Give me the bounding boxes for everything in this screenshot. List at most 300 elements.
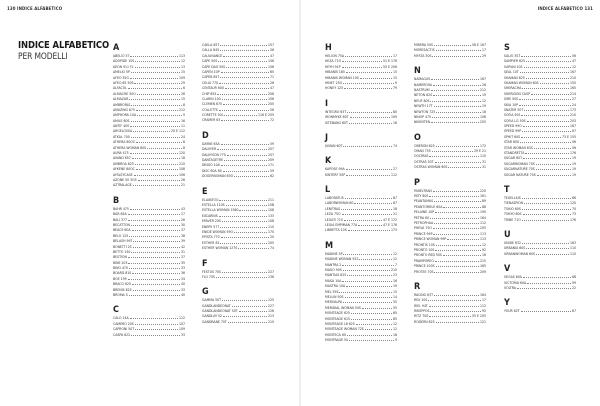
entry-model-name: PRINCE WOMAN 99P bbox=[414, 237, 447, 242]
entry-model-name: EPISTA 770 bbox=[202, 235, 220, 240]
entry-page-number: 170 bbox=[267, 229, 274, 234]
section-letter: B bbox=[113, 195, 120, 206]
section-letter: K bbox=[325, 156, 332, 167]
index-entry bbox=[504, 309, 576, 314]
entry-model-name: GAMMA 50T bbox=[202, 298, 222, 303]
dot-leader bbox=[521, 115, 569, 116]
entry-model-name: MORESACTIS bbox=[414, 48, 435, 53]
dot-leader bbox=[434, 106, 481, 107]
entry-page-number: 16 bbox=[392, 278, 397, 283]
entry-page-number: 20 bbox=[269, 235, 274, 240]
entry-model-name: OOLTRAS bbox=[414, 154, 429, 159]
index-section bbox=[414, 43, 486, 59]
entry-page-number: 19 bbox=[571, 161, 576, 166]
entry-page-number: 37 bbox=[180, 255, 185, 260]
entry-page-number: 21 bbox=[392, 212, 397, 217]
entry-page-number: 47 E 172 bbox=[382, 217, 397, 222]
entry-page-number: 15 bbox=[180, 70, 185, 75]
section-letter: A bbox=[113, 43, 120, 53]
entry-model-name: GANDLANDEONAT bbox=[202, 303, 231, 308]
dot-leader bbox=[347, 112, 392, 113]
entry-page-number: 13 bbox=[180, 64, 185, 69]
entry-model-name: PRONTO 10S bbox=[414, 247, 435, 252]
dot-leader bbox=[223, 171, 269, 172]
entry-page-number: 12 bbox=[392, 251, 397, 256]
entry-page-number: 47 bbox=[269, 53, 274, 58]
dot-leader bbox=[225, 88, 269, 89]
dot-leader bbox=[431, 122, 479, 123]
entry-page-number: 56 bbox=[269, 48, 274, 53]
right-page-header: INDICE ALFABETICO 131 bbox=[537, 7, 593, 12]
index-section bbox=[325, 99, 397, 126]
index-entry bbox=[504, 173, 576, 178]
entry-page-number: 136 bbox=[267, 274, 274, 279]
dot-leader bbox=[345, 56, 392, 57]
dot-leader bbox=[524, 203, 569, 204]
entry-model-name: SEAL 10T bbox=[504, 70, 519, 75]
entry-page-number: 161 bbox=[479, 194, 486, 199]
dot-leader bbox=[220, 45, 267, 46]
entry-page-number: 120 bbox=[178, 151, 185, 156]
entry-page-number: 17 bbox=[481, 298, 486, 303]
entry-model-name: VEGAS 60A bbox=[504, 275, 522, 280]
entry-model-name: MADINE WOMAN 922 bbox=[325, 257, 359, 262]
dot-leader bbox=[436, 322, 479, 323]
dot-leader bbox=[347, 335, 392, 336]
entry-model-name: MAGO 90S bbox=[325, 267, 342, 272]
entry-model-name: PEANTAMAS bbox=[414, 199, 434, 204]
entry-page-number: 210 bbox=[390, 267, 397, 272]
index-entry bbox=[325, 144, 397, 149]
dot-leader bbox=[540, 83, 569, 84]
entry-page-number: 31 bbox=[481, 165, 486, 170]
entry-page-number: 42 bbox=[180, 244, 185, 249]
section-letter: D bbox=[202, 130, 209, 141]
entry-model-name: SUGARWOMAN 70S bbox=[504, 161, 535, 166]
entry-page-number: 55 E 206 bbox=[382, 64, 397, 69]
dot-leader bbox=[360, 78, 392, 79]
entry-model-name: MEROALPA bbox=[325, 300, 343, 305]
entry-page-number: 173 bbox=[569, 107, 576, 112]
entry-page-number: 67 bbox=[571, 129, 576, 134]
entry-model-name: BROMA S bbox=[113, 293, 128, 298]
entry-page-number: 99 bbox=[571, 280, 576, 285]
dot-leader bbox=[523, 126, 569, 127]
dot-leader bbox=[226, 67, 267, 68]
dot-leader bbox=[223, 316, 267, 317]
entry-model-name: CASPA 622 bbox=[113, 332, 131, 337]
entry-page-number: 47 E 176 bbox=[382, 223, 397, 228]
index-entry bbox=[202, 275, 274, 280]
entry-page-number: 106 bbox=[267, 59, 274, 64]
dot-leader bbox=[132, 273, 180, 274]
entry-model-name: LENITRAS bbox=[325, 206, 341, 211]
entry-page-number: 18 bbox=[481, 109, 486, 114]
dot-leader bbox=[435, 162, 481, 163]
entry-page-number: 163 bbox=[569, 240, 576, 245]
entry-model-name: ESTELLA WOMAN 1S60 bbox=[202, 208, 239, 213]
entry-model-name: HONEY 125 bbox=[325, 86, 344, 91]
entry-model-name: VOLTRA bbox=[504, 285, 516, 290]
dot-leader bbox=[132, 230, 180, 231]
dot-leader bbox=[526, 61, 571, 62]
entry-page-number: 167 bbox=[479, 77, 486, 82]
dot-leader bbox=[346, 169, 392, 170]
dot-leader bbox=[135, 329, 178, 330]
section-letter: I bbox=[325, 98, 329, 109]
entry-model-name: DINGO 10A bbox=[202, 163, 220, 168]
index-section bbox=[325, 185, 397, 234]
entry-model-name: SPEED 99O bbox=[504, 124, 522, 129]
entry-model-name: BAHR 475 bbox=[113, 206, 129, 211]
dot-leader bbox=[134, 175, 178, 176]
entry-model-name: SPEED 99P bbox=[504, 129, 522, 134]
entry-page-number: 176 bbox=[569, 217, 576, 222]
index-entry bbox=[113, 333, 185, 338]
index-section bbox=[414, 133, 486, 171]
entry-model-name: OBERON 625 bbox=[414, 143, 435, 148]
dot-leader bbox=[434, 295, 479, 296]
dot-leader bbox=[222, 300, 267, 301]
entry-model-name: SUGARNATURE 70S bbox=[504, 167, 535, 172]
dot-leader bbox=[522, 220, 569, 221]
entry-model-name: SKIA 10P bbox=[504, 102, 519, 107]
dot-leader bbox=[522, 88, 569, 89]
entry-model-name: CAPE 50S bbox=[202, 59, 218, 64]
index-title: INDICE ALFABETICO bbox=[18, 40, 110, 51]
dot-leader bbox=[133, 131, 170, 132]
entry-model-name: AURA 475 bbox=[113, 151, 129, 156]
dot-leader bbox=[435, 250, 481, 251]
entry-page-number: 87 bbox=[392, 196, 397, 201]
entry-page-number: 12 bbox=[481, 98, 486, 103]
dot-leader bbox=[521, 56, 571, 57]
dot-leader bbox=[218, 61, 267, 62]
entry-page-number: 15 bbox=[392, 75, 397, 80]
entry-model-name: GANDLAY 52 bbox=[202, 314, 223, 319]
entry-page-number: 29 E 21 bbox=[473, 149, 486, 154]
dot-leader bbox=[448, 167, 481, 168]
entry-page-number: 108 bbox=[267, 219, 274, 224]
entry-page-number: 212 bbox=[479, 87, 486, 92]
entry-model-name: SALIO 3ST bbox=[504, 54, 521, 58]
entry-model-name: SHAMAN WOMAN 60S bbox=[504, 80, 539, 85]
dot-leader bbox=[524, 110, 569, 111]
dot-leader bbox=[130, 126, 180, 127]
dot-leader bbox=[128, 88, 182, 89]
entry-model-name: MONTEAGE L6 625 bbox=[325, 321, 355, 326]
dot-leader bbox=[228, 322, 267, 323]
dot-leader bbox=[131, 72, 180, 73]
dot-leader bbox=[224, 115, 257, 116]
entry-model-name: NAMAGUS bbox=[414, 77, 431, 82]
dot-leader bbox=[433, 191, 479, 192]
dot-leader bbox=[238, 248, 269, 249]
entry-model-name: AEON 911 FL bbox=[113, 64, 134, 69]
entry-model-name: SOFIA LG 50S bbox=[504, 118, 526, 123]
entry-page-number: 59 bbox=[269, 141, 274, 146]
entry-model-name: ALMAZAR bbox=[113, 97, 129, 102]
dot-leader bbox=[135, 67, 180, 68]
entry-page-number: 209 bbox=[267, 158, 274, 163]
entry-page-number: 107 bbox=[178, 321, 185, 326]
dot-leader bbox=[128, 257, 180, 258]
entry-page-number: 125 bbox=[267, 298, 274, 303]
entry-model-name: ATHERA 60OC bbox=[113, 140, 136, 145]
entry-model-name: TRIBE 71O bbox=[504, 217, 521, 222]
dot-leader bbox=[220, 227, 267, 228]
entry-page-number: 6 bbox=[182, 86, 185, 91]
dot-leader bbox=[221, 72, 269, 73]
dot-leader bbox=[434, 201, 481, 202]
entry-page-number: 12 bbox=[571, 64, 576, 69]
entry-model-name: MANTRA 2 bbox=[325, 262, 342, 267]
entry-page-number: 14 bbox=[392, 294, 397, 299]
entry-model-name: AMILE 60S bbox=[113, 118, 130, 123]
entry-page-number: 73 bbox=[571, 212, 576, 217]
entry-page-number: 108 bbox=[178, 167, 185, 172]
dot-leader bbox=[135, 61, 180, 62]
dot-leader bbox=[527, 121, 569, 122]
entry-model-name: MASTRA 10A bbox=[325, 284, 346, 289]
section-letter: H bbox=[325, 43, 332, 53]
entry-page-number: 80 bbox=[392, 109, 397, 114]
entry-model-name: MADINE 5P bbox=[325, 251, 343, 256]
entry-page-number: 51 E 176 bbox=[382, 59, 397, 64]
entry-page-number: 56 bbox=[571, 145, 576, 150]
index-entry bbox=[414, 270, 486, 275]
dot-leader bbox=[227, 155, 267, 156]
entry-model-name: AZTRALAGE bbox=[113, 183, 132, 188]
entry-page-number: 40 bbox=[180, 282, 185, 287]
index-section bbox=[202, 131, 274, 180]
entry-page-number: 133 bbox=[267, 213, 274, 218]
entry-page-number: 215 bbox=[479, 258, 486, 263]
entry-page-number: 66 bbox=[571, 195, 576, 200]
entry-page-number: 210 bbox=[569, 113, 576, 118]
dot-leader bbox=[519, 105, 571, 106]
entry-page-number: 21 bbox=[180, 183, 185, 188]
section-letter: P bbox=[414, 177, 420, 188]
entry-page-number: 27 bbox=[392, 167, 397, 172]
entry-page-number: 38 bbox=[180, 233, 185, 238]
entry-model-name: SHERACHA bbox=[504, 86, 522, 91]
dot-leader bbox=[523, 277, 571, 278]
dot-leader bbox=[221, 120, 269, 121]
entry-model-name: PEANTOMELE 60A bbox=[414, 204, 443, 209]
dot-leader bbox=[130, 209, 180, 210]
dot-leader bbox=[429, 196, 479, 197]
dot-leader bbox=[130, 78, 178, 79]
dot-leader bbox=[223, 104, 267, 105]
dot-leader bbox=[351, 313, 392, 314]
index-entry bbox=[414, 120, 486, 125]
entry-model-name: CLARIN 100 bbox=[202, 96, 221, 101]
dot-leader bbox=[349, 123, 392, 124]
entry-page-number: 16 bbox=[392, 120, 397, 125]
entry-page-number: 210 bbox=[178, 161, 185, 166]
dot-leader bbox=[131, 335, 180, 336]
dot-leader bbox=[219, 110, 269, 111]
entry-model-name: PRONTO RED 50S bbox=[414, 253, 442, 258]
entry-model-name: GANDLANDEONAT 50T bbox=[202, 309, 238, 314]
dot-leader bbox=[133, 290, 180, 291]
entry-model-name: ALMACHE 50O bbox=[113, 91, 136, 96]
dot-leader bbox=[342, 67, 382, 68]
entry-model-name: BINO 470 bbox=[113, 266, 128, 271]
entry-page-number: 165 bbox=[569, 86, 576, 91]
entry-page-number: 203 bbox=[569, 118, 576, 123]
entry-page-number: 39 bbox=[180, 239, 185, 244]
index-section bbox=[113, 196, 185, 299]
entry-page-number: 15 bbox=[180, 97, 185, 102]
entry-page-number: 18 bbox=[392, 332, 397, 337]
index-entry bbox=[325, 338, 397, 343]
section-letter: F bbox=[202, 258, 208, 269]
entry-model-name: PROTEE 70S bbox=[414, 269, 434, 274]
entry-page-number: 8 bbox=[182, 102, 185, 107]
entry-page-number: 227 bbox=[267, 303, 274, 308]
dot-leader bbox=[344, 88, 392, 89]
entry-page-number: 205 bbox=[267, 102, 274, 107]
entry-page-number: 56 bbox=[571, 140, 576, 145]
entry-model-name: MASA 10A bbox=[325, 278, 342, 283]
entry-page-number: 106 bbox=[479, 114, 486, 119]
entry-model-name: ESTHER WOMAN 1270 bbox=[202, 246, 238, 251]
entry-page-number: 120 bbox=[569, 201, 576, 206]
entry-page-number: 27 bbox=[571, 97, 576, 102]
dot-leader bbox=[128, 279, 180, 280]
entry-model-name: LABORATUS bbox=[325, 196, 344, 201]
dot-leader bbox=[222, 221, 267, 222]
dot-leader bbox=[147, 148, 182, 149]
entry-page-number: 113 bbox=[178, 54, 185, 58]
entry-model-name: STAR 60S bbox=[504, 140, 519, 145]
dot-leader bbox=[129, 295, 180, 296]
entry-model-name: MANTIAS 625 bbox=[325, 273, 347, 278]
entry-page-number: 15 bbox=[392, 289, 397, 294]
entry-model-name: RACING 63T bbox=[414, 292, 433, 297]
section-letter: S bbox=[504, 43, 510, 53]
entry-page-number: 19 bbox=[571, 156, 576, 161]
entry-model-name: MONTECA 60 bbox=[325, 332, 346, 337]
entry-page-number: 116 E 205 bbox=[257, 113, 274, 118]
dot-leader bbox=[239, 311, 267, 312]
entry-page-number: 11 bbox=[180, 124, 185, 129]
entry-page-number: 12 bbox=[392, 321, 397, 326]
dot-leader bbox=[137, 115, 182, 116]
dot-leader bbox=[436, 146, 479, 147]
entry-model-name: ATKAL 700 bbox=[113, 134, 130, 139]
entry-model-name: HIBANIS 185 bbox=[325, 70, 345, 75]
entry-model-name: BOARD 810 bbox=[113, 271, 132, 276]
entry-page-number: 85 bbox=[392, 316, 397, 321]
entry-page-number: 68 bbox=[571, 275, 576, 280]
dot-leader bbox=[134, 83, 180, 84]
entry-page-number: 55 E 205 bbox=[471, 314, 486, 319]
entry-page-number: 15 bbox=[392, 70, 397, 75]
index-entry bbox=[504, 286, 576, 291]
entry-model-name: DANTAGETRE bbox=[202, 158, 224, 163]
entry-page-number: 12 bbox=[392, 257, 397, 262]
index-column bbox=[202, 43, 274, 332]
index-entry bbox=[414, 320, 486, 325]
dot-leader bbox=[536, 164, 571, 165]
entry-page-number: 59 bbox=[269, 168, 274, 173]
entry-page-number: 207 bbox=[267, 147, 274, 152]
entry-model-name: BAR 65A bbox=[113, 212, 127, 217]
dot-leader bbox=[217, 149, 267, 150]
entry-model-name: IRONMYKE 60T bbox=[325, 115, 349, 120]
dot-leader bbox=[131, 252, 180, 253]
index-section bbox=[504, 43, 576, 178]
page-gutter bbox=[299, 0, 301, 406]
dot-leader bbox=[436, 245, 481, 246]
dot-leader bbox=[128, 220, 180, 221]
dot-leader bbox=[522, 131, 571, 132]
entry-model-name: URBANIA 60S bbox=[504, 246, 526, 251]
entry-page-number: 110 bbox=[569, 251, 576, 256]
dot-leader bbox=[447, 239, 479, 240]
entry-page-number: 164 bbox=[479, 292, 486, 297]
entry-page-number: 24 bbox=[180, 134, 185, 139]
entry-model-name: PELAINE 10P bbox=[414, 210, 435, 215]
entry-model-name: ELAVATOO bbox=[202, 197, 219, 202]
dot-leader bbox=[220, 77, 269, 78]
entry-model-name: PRINCE 100S bbox=[414, 264, 435, 269]
entry-page-number: 17 bbox=[481, 48, 486, 53]
entry-model-name: BRACO 625 bbox=[113, 282, 131, 287]
dot-leader bbox=[130, 318, 178, 319]
dot-leader bbox=[526, 78, 569, 79]
entry-model-name: CAULINANCE bbox=[202, 53, 223, 58]
entry-model-name: JUMAN 60T bbox=[325, 143, 343, 148]
entry-model-name: BONETTI 2S bbox=[113, 244, 132, 249]
entry-page-number: 106 bbox=[267, 96, 274, 101]
dot-leader bbox=[436, 50, 481, 51]
left-page-header: 130 INDICE ALFABETICO bbox=[7, 7, 63, 12]
entry-page-number: 108 bbox=[267, 208, 274, 213]
entry-model-name: OSTRAS WOMAN 60S bbox=[414, 165, 448, 170]
index-section bbox=[325, 156, 397, 178]
dot-leader bbox=[345, 297, 392, 298]
index-column bbox=[325, 43, 397, 350]
dot-leader bbox=[348, 230, 390, 231]
entry-page-number: 211 bbox=[267, 197, 274, 202]
entry-model-name: AFEO 35G bbox=[113, 75, 129, 80]
entry-page-number: 220 bbox=[479, 188, 486, 193]
entry-page-number: 155 bbox=[569, 80, 576, 85]
entry-page-number: 112 bbox=[479, 220, 486, 225]
entry-page-number: 33 bbox=[180, 266, 185, 271]
dot-leader bbox=[356, 324, 392, 325]
entry-model-name: FESTUS 70S bbox=[202, 269, 222, 274]
entry-model-name: URBANWOMAN 60S bbox=[504, 251, 535, 256]
entry-model-name: NEUF 60S bbox=[414, 98, 430, 103]
entry-page-number: 70 bbox=[571, 206, 576, 211]
dot-leader bbox=[434, 223, 479, 224]
dot-leader bbox=[431, 90, 479, 91]
dot-leader bbox=[433, 228, 479, 229]
entry-model-name: TOKYO 60S bbox=[504, 212, 522, 217]
index-section bbox=[504, 264, 576, 291]
entry-model-name: MYSTA 50S bbox=[414, 53, 432, 58]
entry-model-name: SUGAR NATURE 70S bbox=[504, 172, 536, 177]
dot-leader bbox=[537, 175, 571, 176]
dot-leader bbox=[133, 185, 180, 186]
entry-page-number: 89 bbox=[481, 199, 486, 204]
index-entry bbox=[325, 86, 397, 91]
